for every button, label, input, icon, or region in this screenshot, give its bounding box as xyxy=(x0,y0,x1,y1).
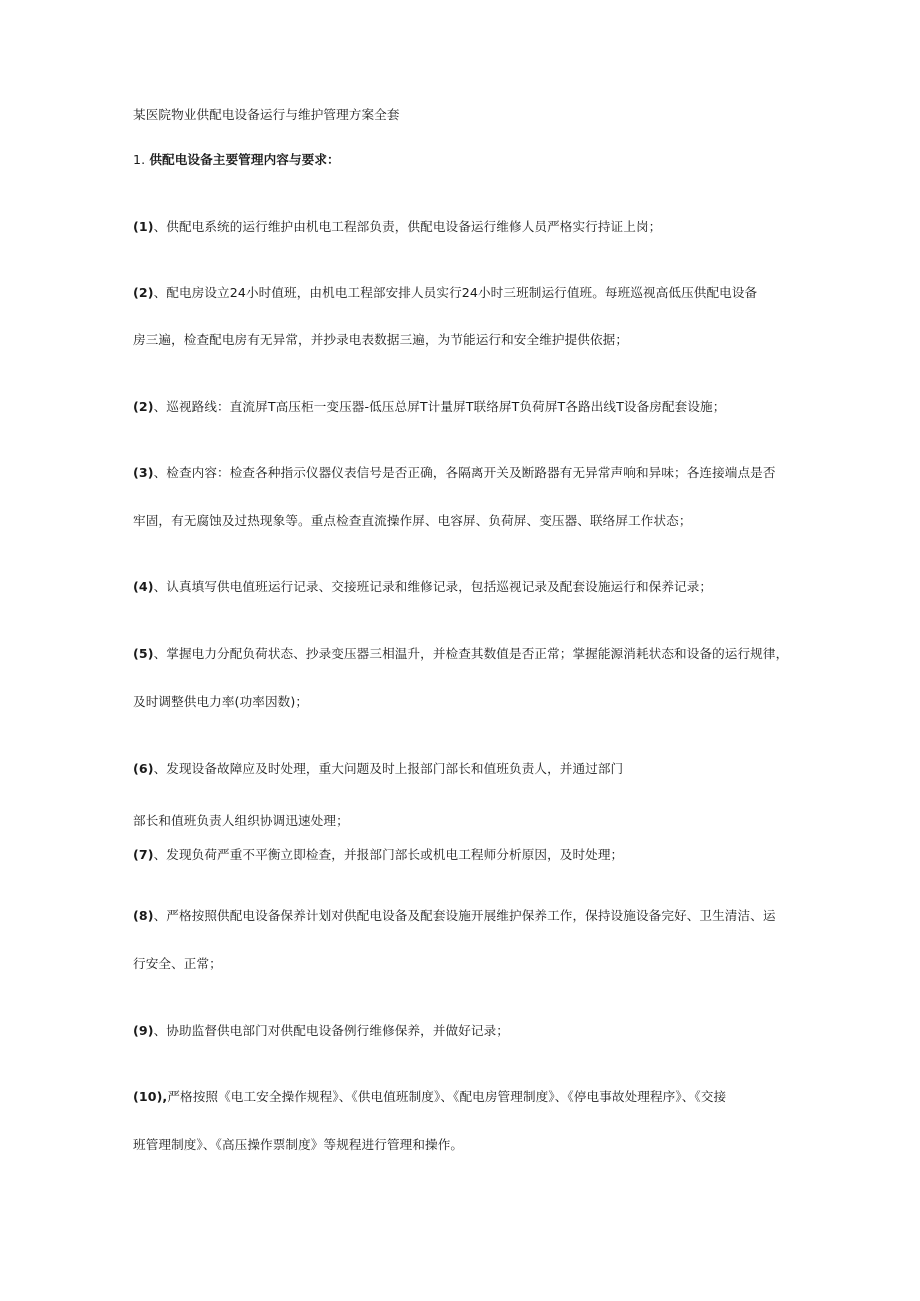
item-text: 严格按照《电工安全操作规程》、《供电值班制度》、《配电房管理制度》、《停电事故处理程序》、《交接 xyxy=(167,1089,727,1104)
item-text: 、掌握电力分配负荷状态、抄录变压器三相温升，并检查其数值是否正常；掌握能源消耗状态和设备的运行规律， xyxy=(153,646,789,661)
item-text: 、巡视路线：直流屏T高压柜一变压器-低压总屏T计量屏T联络屏T负荷屏T各路出线T设备房配套设施； xyxy=(153,399,726,414)
document-title: 某医院物业供配电设备运行与维护管理方案全套 xyxy=(133,107,400,122)
paragraph-line xyxy=(133,760,623,778)
item-number: (7) xyxy=(133,847,154,862)
paragraph-line xyxy=(133,331,628,349)
item-text: 、供配电系统的运行维护由机电工程部负责，供配电设备运行维修人员严格实行持证上岗； xyxy=(153,219,662,234)
item-number: (2) xyxy=(133,285,154,300)
item-text: 、检查内容：检查各种指示仪器仪表信号是否正确，各隔离开关及断路器有无异常声响和异味；各连接端点是否 xyxy=(153,465,776,480)
paragraph-line xyxy=(133,218,661,236)
item-number: (10), xyxy=(133,1089,168,1104)
item-text: 部长和值班负责人组织协调迅速处理； xyxy=(133,813,349,828)
paragraph-line xyxy=(133,1088,726,1106)
item-text: 、协助监督供电部门对供配电设备例行维修保养，并做好记录； xyxy=(153,1023,510,1038)
item-text: 及时调整供电力率(功率因数)； xyxy=(133,694,309,709)
item-text: 、发现负荷严重不平衡立即检查，并报部门部长或机电工程师分析原因，及时处理； xyxy=(153,847,624,862)
paragraph-line xyxy=(133,464,776,482)
section-number: 1. xyxy=(133,152,146,167)
item-text: 、发现设备故障应及时处理，重大问题及时上报部门部长和值班负责人，并通过部门 xyxy=(153,761,624,776)
item-text: 、配电房设立24小时值班，由机电工程部安排人员实行24小时三班制运行值班。每班巡视高低压供配电设备 xyxy=(153,285,758,300)
item-text: 牢固，有无腐蚀及过热现象等。重点检查直流操作屏、电容屏、负荷屏、变压器、联络屏工作状态； xyxy=(133,513,692,528)
item-number: (5) xyxy=(133,646,154,661)
paragraph-line xyxy=(133,1022,509,1040)
paragraph-line xyxy=(133,398,725,416)
paragraph-line xyxy=(133,907,776,925)
paragraph-line xyxy=(133,578,712,596)
paragraph-line xyxy=(133,1136,463,1154)
item-number: (6) xyxy=(133,761,154,776)
item-number: (1) xyxy=(133,219,154,234)
paragraph-line xyxy=(133,645,788,663)
paragraph-line xyxy=(133,512,692,530)
section-heading xyxy=(133,151,340,169)
section-heading-text: 供配电设备主要管理内容与要求： xyxy=(149,152,340,167)
item-number: (8) xyxy=(133,908,154,923)
item-text: 、认真填写供电值班运行记录、交接班记录和维修记录，包括巡视记录及配套设施运行和保养记录； xyxy=(153,579,713,594)
paragraph-line xyxy=(133,693,308,711)
paragraph-line xyxy=(133,955,222,973)
paragraph-line xyxy=(133,846,623,864)
item-number: (4) xyxy=(133,579,154,594)
paragraph-line xyxy=(133,284,757,302)
item-text: 、严格按照供配电设备保养计划对供配电设备及配套设施开展维护保养工作，保持设施设备完好、卫生清洁、运 xyxy=(153,908,776,923)
item-text: 行安全、正常； xyxy=(133,956,222,971)
item-number: (9) xyxy=(133,1023,154,1038)
item-number: (3) xyxy=(133,465,154,480)
item-text: 房三遍，检查配电房有无异常，并抄录电表数据三遍，为节能运行和安全维护提供依据； xyxy=(133,332,629,347)
paragraph-line xyxy=(133,812,349,830)
item-number: (2) xyxy=(133,399,154,414)
item-text: 班管理制度》、《高压操作票制度》等规程进行管理和操作。 xyxy=(133,1137,464,1152)
